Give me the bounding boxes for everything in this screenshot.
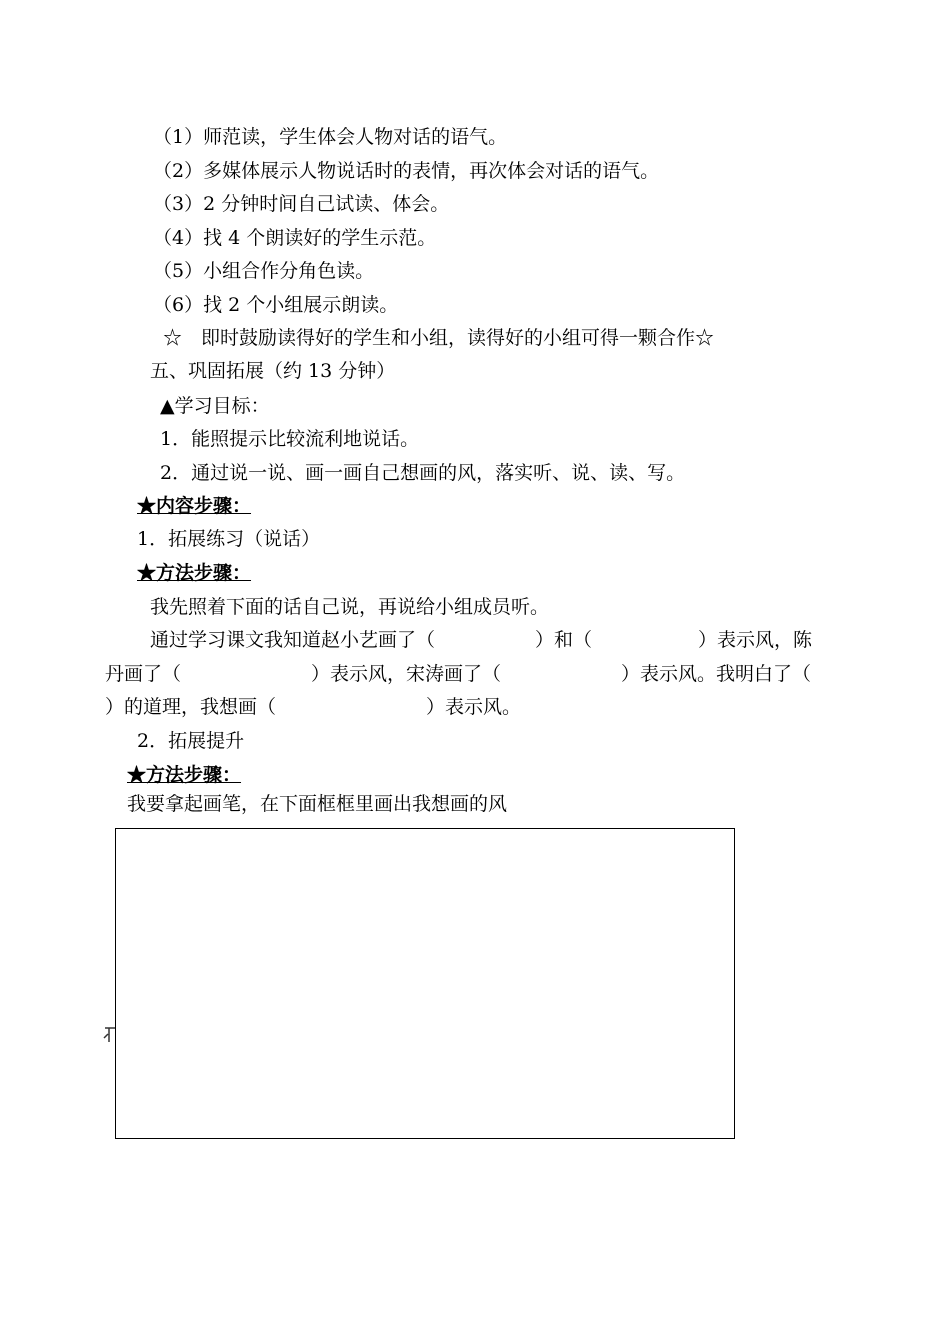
step-3: （3）2 分钟时间自己试读、体会。 [153,193,450,215]
fill-text: ）和（ [535,629,593,651]
clipped-glyph-fragment [103,1024,115,1048]
fill-line-1 [150,627,812,653]
practice-2: 2．拓展提升 [137,730,245,752]
goal-1: 1．能照提示比较流利地说话。 [160,428,420,450]
fill-text: ）表示风，宋涛画了（ [311,663,502,685]
step-1: （1）师范读，学生体会人物对话的语气。 [153,126,508,148]
step-4: （4）找 4 个朗读好的学生示范。 [153,227,437,249]
fill-text: ）表示风。 [426,696,522,718]
instruction-1: 我先照着下面的话自己说，再说给小组成员听。 [150,596,550,618]
fill-text: 丹画了（ [105,663,182,685]
practice-1: 1．拓展练习（说话） [137,528,321,550]
fill-line-2 [105,661,811,687]
section-title: 五、巩固拓展（约 13 分钟） [150,360,396,382]
fill-line-3 [105,694,521,720]
fill-text: ）表示风。我明白了（ [621,663,812,685]
goal-heading: ▲学习目标： [160,395,270,417]
step-2: （2）多媒体展示人物说话时的表情，再次体会对话的语气。 [153,160,660,182]
fill-text: ）表示风，陈 [698,629,813,651]
step-5: （5）小组合作分角色读。 [153,260,375,282]
method-heading-1: ★方法步骤： [137,562,252,584]
encouragement-note: ☆ 即时鼓励读得好的学生和小组，读得好的小组可得一颗合作☆ [163,327,715,349]
method-heading-2: ★方法步骤： [127,764,242,786]
fill-text: 通过学习课文我知道赵小艺画了（ [150,629,436,651]
goal-2: 2．通过说一说、画一画自己想画的风，落实听、说、读、写。 [160,462,686,484]
step-6: （6）找 2 个小组展示朗读。 [153,294,399,316]
drawing-box[interactable] [115,828,735,1139]
instruction-2: 我要拿起画笔，在下面框框里画出我想画的风 [127,793,508,815]
content-steps-heading: ★内容步骤： [137,495,252,517]
fill-text: ）的道理，我想画（ [105,696,277,718]
